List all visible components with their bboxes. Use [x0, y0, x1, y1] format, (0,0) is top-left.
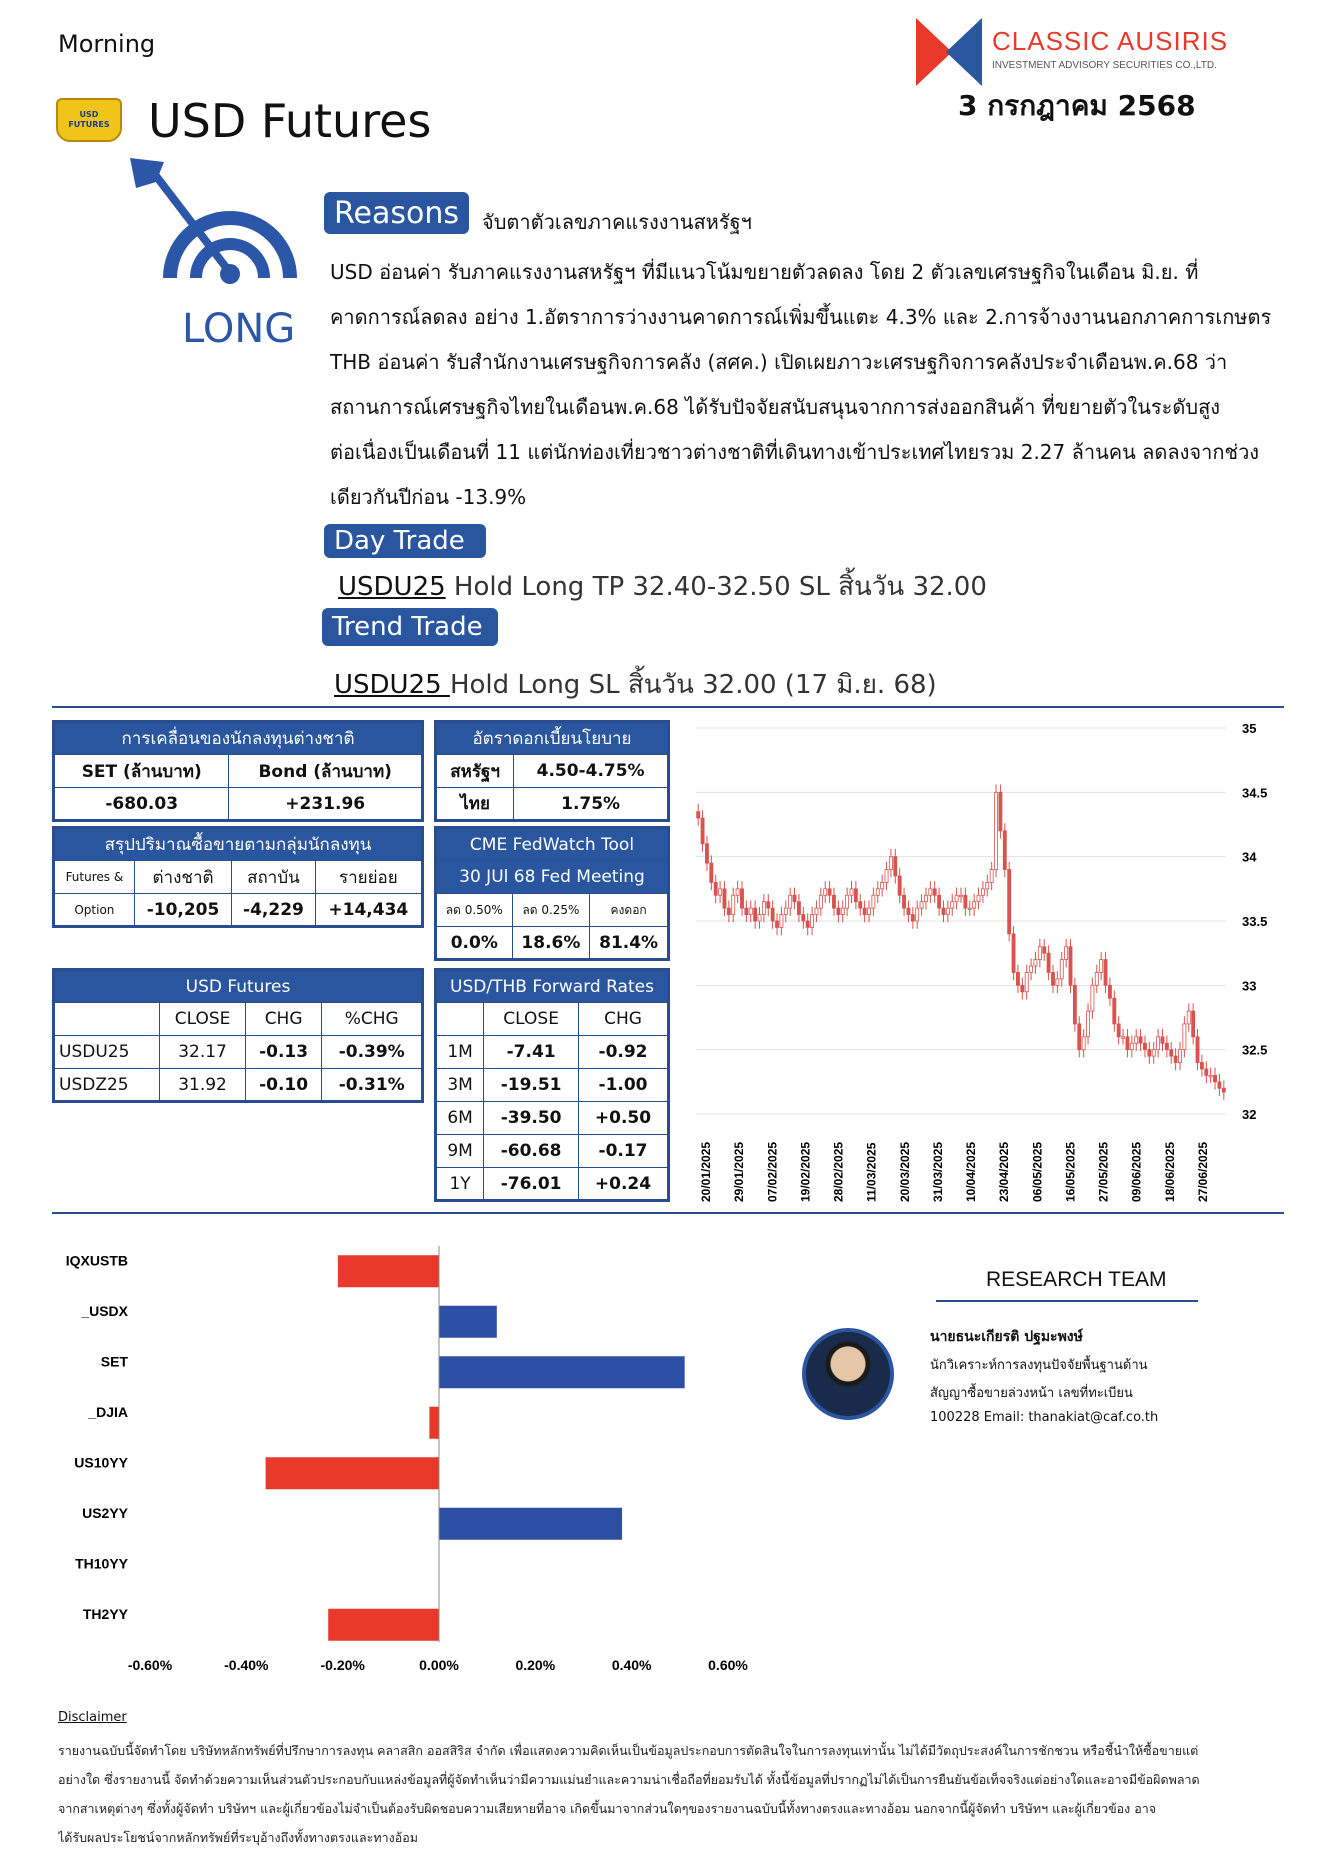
analyst-role: นักวิเคราะห์การลงทุนปัจจัยพื้นฐานด้าน — [930, 1358, 1148, 1373]
disclaimer-body — [58, 1736, 1288, 1852]
usd-futures-header: CLOSE — [160, 1003, 245, 1036]
report-date: 3 กรกฎาคม 2568 — [958, 89, 1196, 122]
candle — [1196, 1037, 1199, 1063]
policy-rate-value: 4.50-4.75% — [514, 755, 669, 788]
candle — [916, 908, 919, 921]
cell: -0.39% — [322, 1036, 423, 1069]
candle — [986, 882, 989, 888]
candle — [859, 902, 862, 908]
candle — [736, 889, 739, 895]
cell: +0.50 — [579, 1102, 669, 1135]
candle — [819, 895, 822, 908]
y-tick-label: 34.5 — [1242, 785, 1268, 801]
category-label: _DJIA — [88, 1403, 128, 1420]
investor-row-label: Option — [54, 894, 135, 927]
candle — [701, 818, 704, 844]
usd-futures-header: CHG — [245, 1003, 322, 1036]
fedwatch-table — [434, 826, 670, 961]
reasons-line: THB อ่อนค่า รับสำนักงานเศรษฐกิจการคลัง (สศค.) เปิดเผยภาวะเศรษฐกิจการคลังประจำเดือนพ.ค.68 ว่า — [330, 350, 1228, 374]
candle — [1108, 985, 1111, 998]
set-header: SET (ล้านบาท) — [54, 755, 229, 788]
cell: -39.50 — [484, 1102, 579, 1135]
candle — [1205, 1069, 1208, 1075]
y-tick-label: 35 — [1242, 721, 1257, 736]
candle — [1008, 870, 1011, 934]
y-tick-label: 33 — [1242, 978, 1257, 994]
candle — [938, 895, 941, 908]
trend-trade-line — [334, 664, 937, 705]
candle — [872, 895, 875, 908]
x-tick-label: -0.40% — [224, 1657, 269, 1673]
candle — [1100, 960, 1103, 973]
research-title: RESEARCH TEAM — [986, 1268, 1167, 1291]
cell: -0.13 — [245, 1036, 322, 1069]
candle — [1135, 1037, 1138, 1043]
x-tick-label: 20/03/2025 — [897, 1141, 912, 1202]
candle — [1104, 960, 1107, 986]
candle — [1222, 1088, 1225, 1092]
usd-futures-header — [54, 1003, 160, 1036]
candle — [876, 889, 879, 895]
investor-row-label: Futures & — [54, 861, 135, 894]
cell: -60.68 — [484, 1135, 579, 1168]
forward-header — [436, 1003, 484, 1036]
candle — [1126, 1037, 1129, 1050]
bar — [338, 1255, 439, 1287]
bar — [439, 1306, 497, 1338]
candle — [951, 902, 954, 908]
cell: 32.17 — [160, 1036, 245, 1069]
fedwatch-value: 18.6% — [512, 927, 590, 960]
candle — [1030, 966, 1033, 972]
candle — [727, 908, 730, 914]
fedwatch-header: คงดอก — [590, 894, 669, 927]
forward-header: CHG — [579, 1003, 669, 1036]
investor-summary-table — [52, 826, 424, 928]
candle — [920, 902, 923, 908]
y-tick-label: 34 — [1242, 849, 1257, 865]
category-label: IQXUSTB — [65, 1252, 128, 1269]
cell: 31.92 — [160, 1069, 245, 1102]
disclaimer-line: อย่างใด ซึ่งรายงานนี้ จัดทำด้วยความเห็นส่วนตัวประกอบกับแหล่งข้อมูลที่ผู้จัดทำเห็นว่ามีความแม่นยำและความน่าเชื่อถือที่ยอมรับได้ ทั้งนี้ข้อมูลที่ปรากฏไม่ได้เป็นการยืนยันข้อเท็จจริงแต่อย่างใดและอาจมีข้อผิดพลาด — [58, 1772, 1200, 1787]
bar — [429, 1407, 439, 1439]
candle — [811, 915, 814, 928]
candle — [1174, 1056, 1177, 1062]
fedwatch-header: ลด 0.50% — [436, 894, 513, 927]
candle — [1148, 1050, 1151, 1056]
candle — [767, 902, 770, 908]
badge-text: USD FUTURES — [68, 110, 110, 129]
candle — [1016, 972, 1019, 985]
cell: 3M — [436, 1069, 484, 1102]
candle — [1051, 972, 1054, 985]
candle — [784, 908, 787, 914]
candle — [745, 908, 748, 914]
usd-futures-table — [52, 968, 424, 1103]
x-tick-label: 20/01/2025 — [699, 1141, 713, 1202]
candle — [714, 882, 717, 895]
candle — [1218, 1082, 1221, 1088]
x-tick-label: 31/03/2025 — [930, 1141, 945, 1202]
foreign-flow-table — [52, 720, 424, 822]
candle — [867, 908, 870, 914]
cell: 6M — [436, 1102, 484, 1135]
analyst-contact: 100228 Email: thanakiat@caf.co.th — [930, 1410, 1159, 1425]
disclaimer-line: ได้รับผลประโยชน์จากหลักทรัพย์ที่ระบุอ้างถึงทั้งทางตรงและทางอ้อม — [58, 1830, 418, 1845]
candle — [837, 908, 840, 914]
x-tick-label: 0.40% — [611, 1657, 652, 1673]
candle — [723, 889, 726, 908]
candle — [1214, 1075, 1217, 1081]
candle — [1060, 960, 1063, 979]
candle — [885, 870, 888, 883]
investor-header: ต่างชาติ — [134, 861, 232, 894]
bar — [328, 1609, 439, 1641]
candle — [1170, 1050, 1173, 1056]
candle — [1165, 1043, 1168, 1049]
y-tick-label: 33.5 — [1242, 914, 1268, 929]
policy-rate-label: สหรัฐฯ — [436, 755, 514, 788]
cell: 9M — [436, 1135, 484, 1168]
candle — [1122, 1037, 1125, 1039]
candle — [999, 792, 1002, 831]
candle — [955, 895, 958, 901]
usd-futures-badge-icon — [56, 98, 122, 142]
candle — [1034, 960, 1037, 966]
classic-ausiris-logo-icon — [916, 18, 982, 86]
bar — [439, 1508, 622, 1540]
candle — [705, 844, 708, 863]
cell: 1Y — [436, 1168, 484, 1201]
category-label: US2YY — [82, 1504, 128, 1521]
cell: -0.10 — [245, 1069, 322, 1102]
candle — [911, 915, 914, 921]
reasons-headline: จับตาตัวเลขภาคแรงงานสหรัฐฯ — [482, 210, 752, 234]
candle — [1161, 1037, 1164, 1043]
candle — [889, 857, 892, 870]
day-trade-line — [338, 566, 987, 607]
trend-trade-tag: Trend Trade — [322, 608, 498, 646]
x-tick-label: 23/04/2025 — [997, 1141, 1012, 1202]
reasons-line: USD อ่อนค่า รับภาคแรงงานสหรัฐฯ ที่มีแนวโน้มขยายตัวลดลง โดย 2 ตัวเลขเศรษฐกิจในเดือน มิ.ย. ที่ — [330, 260, 1199, 284]
candle — [841, 908, 844, 914]
candle — [815, 908, 818, 914]
candle — [828, 889, 831, 895]
table-row — [436, 1036, 669, 1069]
usd-futures-title: USD Futures — [54, 970, 423, 1003]
disclaimer-line: จากสาเหตุต่างๆ ซึ่งทั้งผู้จัดทำ บริษัทฯ และผู้เกี่ยวข้องไม่จำเป็นต้องรับผิดชอบความเสียหายที่อาจ เกิดขึ้นมาจากส่วนใดๆของรายงานฉบับนี้ทั้งทางตรงและทางอ้อม นอกจากนี้ผู้จัดทำ บริษัทฯ และผู้เกี่ยวข้อง อาจ — [58, 1801, 1157, 1816]
y-tick-label: 32.5 — [1242, 1042, 1268, 1058]
fedwatch-meeting: 30 JUl 68 Fed Meeting — [436, 861, 669, 894]
cell: +0.24 — [579, 1168, 669, 1201]
x-tick-label: 27/06/2025 — [1195, 1141, 1210, 1202]
candle — [959, 895, 962, 897]
market-change-bar-chart — [52, 1236, 772, 1686]
candle — [749, 908, 752, 914]
candle — [898, 876, 901, 895]
x-tick-label: 0.20% — [515, 1657, 556, 1673]
x-tick-label: 29/01/2025 — [732, 1141, 747, 1202]
candle — [933, 889, 936, 895]
candle — [1143, 1043, 1146, 1049]
candle — [977, 895, 980, 901]
cell: -0.31% — [322, 1069, 423, 1102]
candle — [797, 902, 800, 915]
cell: -7.41 — [484, 1036, 579, 1069]
disclaimer-title: Disclaimer — [58, 1710, 127, 1725]
candle — [719, 889, 722, 895]
forward-rates-table — [434, 968, 670, 1202]
candle — [863, 908, 866, 914]
usd-futures-header: %CHG — [322, 1003, 423, 1036]
candle — [1187, 1011, 1190, 1024]
candle — [1065, 947, 1068, 960]
candle — [1038, 947, 1041, 960]
x-tick-label: -0.20% — [320, 1657, 365, 1673]
candle — [1157, 1037, 1160, 1050]
investor-value: -10,205 — [134, 894, 232, 927]
cell: 1M — [436, 1036, 484, 1069]
candle — [1200, 1063, 1203, 1069]
policy-rate-label: ไทย — [436, 788, 514, 821]
candle — [1082, 1037, 1085, 1050]
research-title-underline — [936, 1300, 1198, 1302]
disclaimer-line: รายงานฉบับนี้จัดทำโดย บริษัทหลักทรัพย์ที่ปรึกษาการลงทุน คลาสสิก ออสสิริส จำกัด เพื่อแสดงความคิดเห็นเป็นข้อมูลประกอบการตัดสินใจในการลงทุนเท่านั้น ไม่ได้มีวัตถุประสงค์ในการชักชวน หรือชี้นำให้ซื้อขายแต่ — [58, 1743, 1199, 1758]
x-tick-label: 11/03/2025 — [864, 1142, 879, 1202]
candle — [964, 895, 967, 908]
candle — [894, 857, 897, 876]
candle — [1183, 1024, 1186, 1050]
candle — [732, 895, 735, 914]
reasons-tag: Reasons — [324, 192, 469, 234]
day-trade-symbol: USDU25 — [338, 572, 446, 602]
investor-header: สถาบัน — [232, 861, 315, 894]
table-row — [54, 1036, 423, 1069]
reasons-line: เดียวกันปีก่อน -13.9% — [330, 485, 527, 509]
x-tick-label: 0.60% — [708, 1657, 748, 1673]
fedwatch-header: ลด 0.25% — [512, 894, 590, 927]
category-label: TH2YY — [82, 1605, 128, 1622]
candle — [1025, 972, 1028, 991]
candle — [990, 870, 993, 883]
trend-trade-text: Hold Long SL สิ้นวัน 32.00 (17 มิ.ย. 68) — [449, 670, 937, 700]
candle — [846, 895, 849, 908]
candle — [1012, 934, 1015, 973]
analyst-avatar — [802, 1328, 894, 1420]
candle — [824, 889, 827, 895]
candle — [929, 889, 932, 895]
candle — [1095, 972, 1098, 985]
candle — [740, 889, 743, 908]
x-tick-label: 19/02/2025 — [798, 1141, 813, 1202]
cell: -0.92 — [579, 1036, 669, 1069]
category-label: SET — [100, 1353, 128, 1370]
forward-header: CLOSE — [484, 1003, 579, 1036]
table-row — [436, 1069, 669, 1102]
candle — [1047, 953, 1050, 972]
candle — [1021, 985, 1024, 991]
investor-header: รายย่อย — [315, 861, 422, 894]
candle — [1117, 1024, 1120, 1037]
candle — [710, 863, 713, 882]
divider — [52, 1212, 1284, 1214]
fedwatch-title: CME FedWatch Tool — [436, 828, 669, 861]
candle — [793, 895, 796, 901]
candle — [942, 908, 945, 914]
category-label: _USDX — [81, 1302, 128, 1319]
candle — [1130, 1043, 1133, 1049]
x-tick-label: 10/04/2025 — [964, 1141, 978, 1202]
candle — [1069, 947, 1072, 986]
candle — [1091, 985, 1094, 1011]
candle — [1192, 1011, 1195, 1037]
reasons-line: สถานการณ์เศรษฐกิจไทยในเดือนพ.ค.68 ได้รับปัจจัยสนับสนุนจากการส่งออกสินค้า ที่ขยายตัวในระดับสูง — [330, 395, 1221, 419]
cell: -19.51 — [484, 1069, 579, 1102]
policy-rate-table — [434, 720, 670, 822]
x-tick-label: -0.60% — [127, 1657, 173, 1673]
target-arrow-icon — [130, 158, 300, 288]
candle — [780, 915, 783, 928]
candle — [924, 895, 927, 901]
x-tick-label: 06/05/2025 — [1030, 1141, 1045, 1202]
day-trade-text: Hold Long TP 32.40-32.50 SL สิ้นวัน 32.00 — [445, 572, 987, 602]
candle — [1078, 1024, 1081, 1050]
bar — [439, 1356, 685, 1388]
category-label: US10YY — [74, 1454, 128, 1471]
bond-header: Bond (ล้านบาท) — [229, 755, 423, 788]
reasons-body — [330, 250, 1330, 520]
table-row — [436, 1135, 669, 1168]
candle — [832, 895, 835, 908]
candle — [1209, 1075, 1212, 1077]
candle — [973, 902, 976, 908]
candle — [850, 889, 853, 895]
candle — [758, 915, 761, 921]
fedwatch-value: 0.0% — [436, 927, 513, 960]
candle — [995, 792, 998, 869]
candle — [697, 812, 700, 818]
candle — [1056, 979, 1059, 985]
x-tick-label: 18/06/2025 — [1162, 1141, 1177, 1202]
table-row — [54, 1069, 423, 1102]
candle — [907, 908, 910, 914]
analyst-name: นายธนะเกียรติ ปฐมะพงษ์ — [930, 1329, 1083, 1345]
reasons-line: คาดการณ์ลดลง อย่าง 1.อัตราการว่างงานคาดการณ์เพิ่มขึ้นแตะ 4.3% และ 2.การจ้างงานนอกภาคการเกษตร — [330, 305, 1272, 329]
candle — [776, 921, 779, 927]
cell: -76.01 — [484, 1168, 579, 1201]
candle — [1043, 947, 1046, 953]
table-row — [436, 1168, 669, 1201]
investor-value: -4,229 — [232, 894, 315, 927]
candle — [762, 902, 765, 915]
set-value: -680.03 — [54, 788, 229, 821]
y-tick-label: 32 — [1242, 1107, 1257, 1122]
reasons-line: ต่อเนื่องเป็นเดือนที่ 11 แต่นักท่องเที่ยวชาวต่างชาติที่เดินทางเข้าประเทศไทยรวม 2.27 ล้านคน ลดลงจากช่วง — [330, 440, 1260, 464]
page-title: USD Futures — [148, 94, 432, 148]
candle — [903, 895, 906, 908]
policy-rate-value: 1.75% — [514, 788, 669, 821]
candle — [1139, 1037, 1142, 1043]
x-tick-label: 16/05/2025 — [1063, 1141, 1078, 1202]
category-label: TH10YY — [75, 1555, 128, 1572]
candle — [1086, 1011, 1089, 1037]
brand-name: CLASSIC AUSIRIS — [992, 26, 1229, 56]
investor-summary-title: สรุปปริมาณซื้อขายตามกลุ่มนักลงทุน — [54, 828, 423, 861]
policy-rate-title: อัตราดอกเบี้ยนโยบาย — [436, 722, 669, 755]
candle — [1152, 1050, 1155, 1056]
cell: USDU25 — [54, 1036, 160, 1069]
bar — [266, 1457, 439, 1489]
investor-value: +14,434 — [315, 894, 422, 927]
forward-rates-title: USD/THB Forward Rates — [436, 970, 669, 1003]
candle — [1113, 998, 1116, 1024]
candle — [754, 908, 757, 921]
candle — [1178, 1050, 1181, 1063]
x-tick-label: 0.00% — [419, 1657, 459, 1673]
cell: -1.00 — [579, 1069, 669, 1102]
usd-futures-candlestick-chart — [690, 716, 1290, 1212]
x-tick-label: 27/05/2025 — [1096, 1141, 1111, 1202]
cell: USDZ25 — [54, 1069, 160, 1102]
signal-label: LONG — [182, 306, 296, 352]
bond-value: +231.96 — [229, 788, 423, 821]
table-row — [436, 1102, 669, 1135]
x-tick-label: 09/06/2025 — [1129, 1141, 1144, 1202]
candle — [771, 908, 774, 921]
candle — [881, 882, 884, 888]
candle — [946, 908, 949, 914]
foreign-flow-title: การเคลื่อนของนักลงทุนต่างชาติ — [54, 722, 423, 755]
analyst-role-2: สัญญาซื้อขายล่วงหน้า เลขที่ทะเบียน — [930, 1386, 1133, 1401]
candle — [789, 895, 792, 908]
trend-trade-symbol: USDU25 — [334, 670, 450, 700]
candle — [854, 889, 857, 902]
candle — [802, 915, 805, 921]
fedwatch-value: 81.4% — [590, 927, 669, 960]
divider — [52, 706, 1284, 708]
candle — [1003, 831, 1006, 870]
session-label: Morning — [58, 30, 156, 58]
cell: -0.17 — [579, 1135, 669, 1168]
brand-subtitle: INVESTMENT ADVISORY SECURITIES CO.,LTD. — [992, 60, 1217, 71]
candle — [806, 921, 809, 927]
candle — [981, 889, 984, 895]
candle — [968, 908, 971, 910]
candle — [1073, 985, 1076, 1024]
x-tick-label: 28/02/2025 — [831, 1141, 846, 1202]
day-trade-tag: Day Trade — [324, 524, 486, 558]
x-tick-label: 07/02/2025 — [765, 1141, 780, 1202]
